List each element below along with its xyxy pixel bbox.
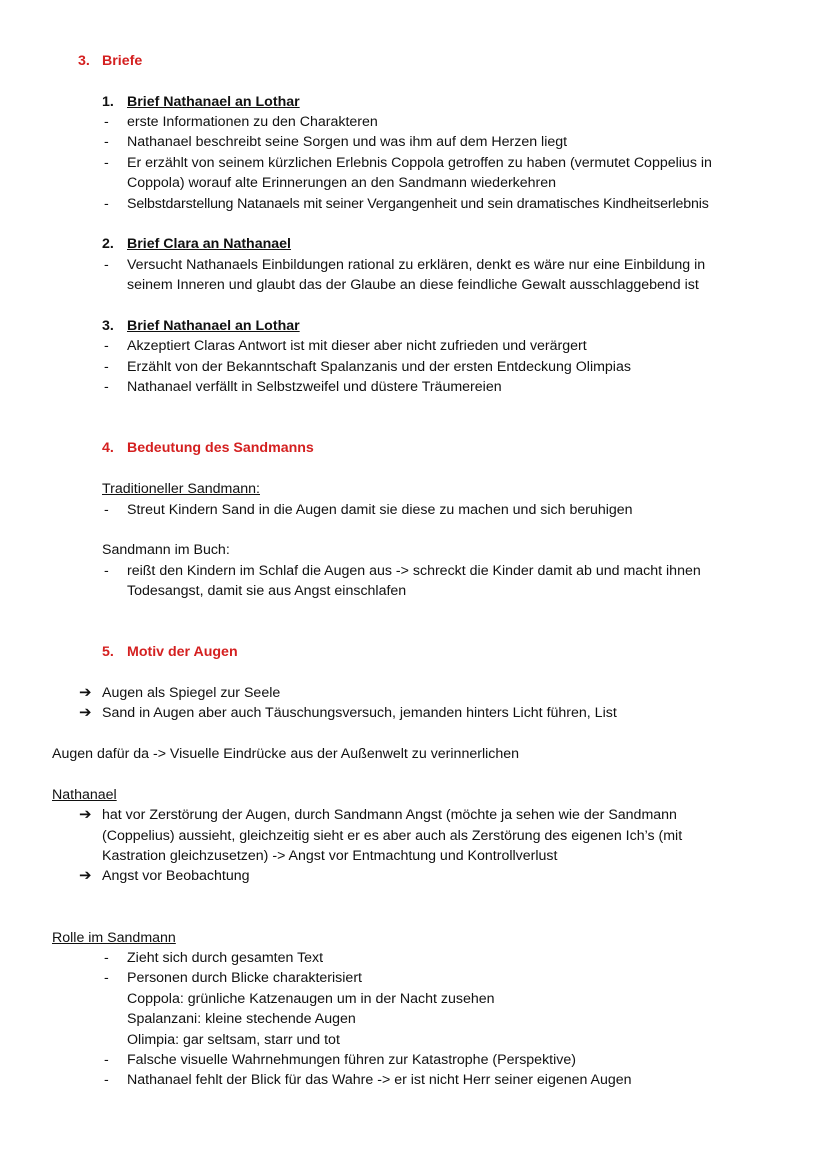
list-item: Erzählt von der Bekanntschaft Spalanzanis und der ersten Entdeckung Olimpias: [127, 359, 631, 375]
arrow-right-icon: ➔: [79, 806, 92, 823]
list-dash: -: [104, 563, 109, 579]
list-item: Nathanael beschreibt seine Sorgen und was ihm auf dem Herzen liegt: [127, 134, 568, 150]
brief-1-number: 1.: [102, 94, 114, 110]
section-3-title: Briefe: [102, 53, 143, 69]
list-item-continuation: Coppola) worauf alte Erinnerungen an den Sandmann wiederkehren: [127, 175, 557, 191]
list-dash: -: [104, 379, 109, 395]
list-item: Selbstdarstellung Natanaels mit seiner Vergangenheit und sein dramatisches Kindheitserlebnis: [127, 196, 709, 212]
list-item: Nathanael fehlt der Blick für das Wahre -> er ist nicht Herr seiner eigenen Augen: [127, 1072, 632, 1088]
eyes-statement: Augen dafür da -> Visuelle Eindrücke aus der Außenwelt zu verinnerlichen: [52, 746, 520, 762]
list-subitem: Spalanzani: kleine stechende Augen: [127, 1011, 356, 1027]
arrow-item-continuation: (Coppelius) aussieht, gleichzeitig sieht er es aber auch als Zerstörung des eigenen Ich’s (mit: [102, 828, 683, 844]
list-item-continuation: Todesangst, damit sie aus Angst einschlafen: [127, 583, 407, 599]
list-dash: -: [104, 1072, 109, 1088]
list-dash: -: [104, 114, 109, 130]
section-5-number: 5.: [102, 644, 114, 660]
traditional-sandman-label: Traditioneller Sandmann:: [102, 481, 260, 497]
list-subitem: Olimpia: gar seltsam, starr und tot: [127, 1032, 340, 1048]
list-item: reißt den Kindern im Schlaf die Augen aus -> schreckt die Kinder damit ab und macht ihnen: [127, 563, 701, 579]
list-item: Er erzählt von seinem kürzlichen Erlebnis Coppola getroffen zu haben (vermutet Coppelius in: [127, 155, 712, 171]
list-subitem: Coppola: grünliche Katzenaugen um in der Nacht zusehen: [127, 991, 495, 1007]
list-item: Versucht Nathanaels Einbildungen rational zu erklären, denkt es wäre nur eine Einbildung in: [127, 257, 706, 273]
list-dash: -: [104, 950, 109, 966]
arrow-item: Angst vor Beobachtung: [102, 868, 250, 884]
list-item: Falsche visuelle Wahrnehmungen führen zur Katastrophe (Perspektive): [127, 1052, 576, 1068]
list-item-continuation: seinem Inneren und glaubt das der Glaube an diese feindliche Gewalt ausschlaggebend ist: [127, 277, 699, 293]
list-dash: -: [104, 502, 109, 518]
arrow-right-icon: ➔: [79, 704, 92, 721]
list-dash: -: [104, 257, 109, 273]
arrow-right-icon: ➔: [79, 867, 92, 884]
brief-2-title: Brief Clara an Nathanael: [127, 236, 292, 252]
section-4-title: Bedeutung des Sandmanns: [127, 440, 314, 456]
list-dash: -: [104, 338, 109, 354]
section-3-number: 3.: [78, 53, 90, 69]
list-dash: -: [104, 196, 109, 212]
arrow-item-continuation: Kastration gleichzusetzen) -> Angst vor Entmachtung und Kontrollverlust: [102, 848, 558, 864]
list-item: Streut Kindern Sand in die Augen damit sie diese zu machen und sich beruhigen: [127, 502, 633, 518]
list-dash: -: [104, 970, 109, 986]
list-item: Nathanael verfällt in Selbstzweifel und düstere Träumereien: [127, 379, 502, 395]
list-dash: -: [104, 155, 109, 171]
arrow-item: Sand in Augen aber auch Täuschungsversuch, jemanden hinters Licht führen, List: [102, 705, 617, 721]
arrow-item: Augen als Spiegel zur Seele: [102, 685, 281, 701]
arrow-item: hat vor Zerstörung der Augen, durch Sandmann Angst (möchte ja sehen wie der Sandmann: [102, 807, 677, 823]
brief-1-title: Brief Nathanael an Lothar: [127, 94, 300, 110]
brief-3-title: Brief Nathanael an Lothar: [127, 318, 300, 334]
list-item: Zieht sich durch gesamten Text: [127, 950, 324, 966]
nathanael-label: Nathanael: [52, 787, 117, 803]
list-item: erste Informationen zu den Charakteren: [127, 114, 378, 130]
role-label: Rolle im Sandmann: [52, 930, 176, 946]
list-dash: -: [104, 1052, 109, 1068]
brief-2-number: 2.: [102, 236, 114, 252]
list-item: Akzeptiert Claras Antwort ist mit dieser aber nicht zufrieden und verärgert: [127, 338, 587, 354]
list-dash: -: [104, 359, 109, 375]
list-dash: -: [104, 134, 109, 150]
section-5-title: Motiv der Augen: [127, 644, 238, 660]
arrow-right-icon: ➔: [79, 684, 92, 701]
book-sandman-label: Sandmann im Buch:: [102, 542, 230, 558]
list-item: Personen durch Blicke charakterisiert: [127, 970, 362, 986]
brief-3-number: 3.: [102, 318, 114, 334]
section-4-number: 4.: [102, 440, 114, 456]
